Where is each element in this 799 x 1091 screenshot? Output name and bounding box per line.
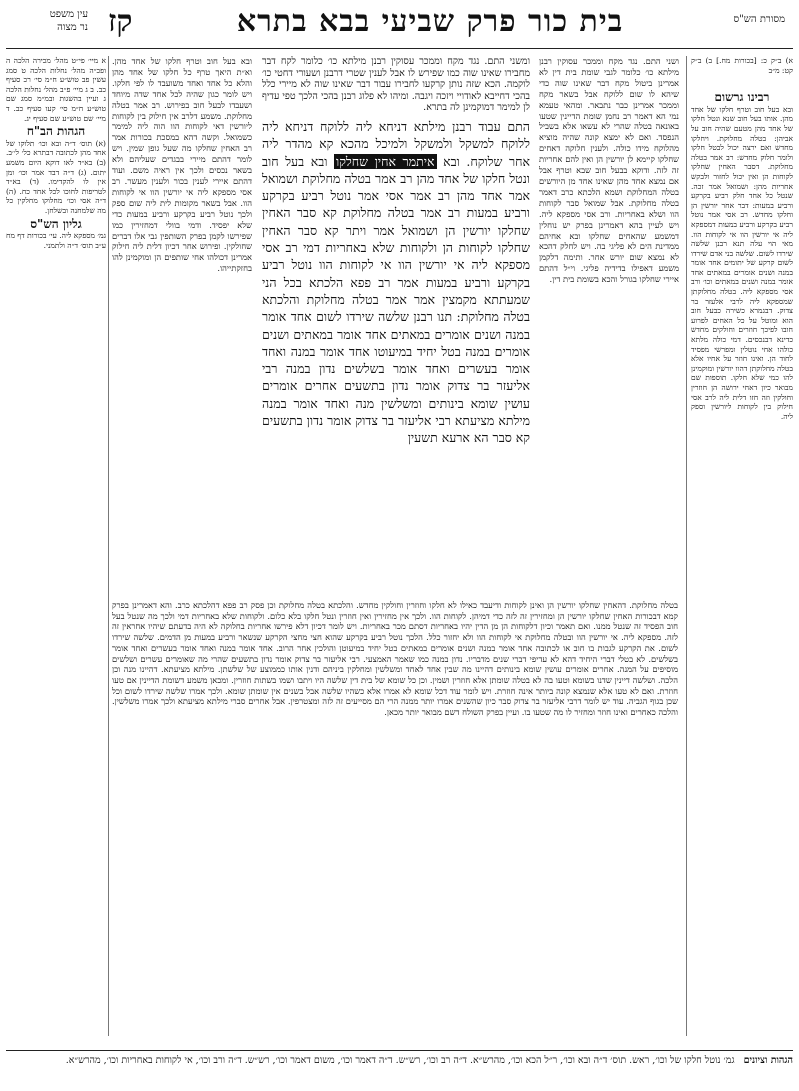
footer-notes — [6, 1050, 793, 1066]
header-divider — [6, 48, 793, 49]
left-margin-column — [6, 56, 106, 876]
rabbeinu-gershom-text: ובא בעל חוב וטרף חלקו של אחד מהן. אותו בעל חוב שנא ונטל חלקו של אחד מהן מטעם שהיה חוב על אביהן: בטלה מחלוקת. ויחלקו מחדש ואם ירצה יכול לבטל חלקו ולומר חלוק מחדש: רב אמר בטלה מחלוקת. דסבר האחין שחלקו לקוחות הן ואין יכול לחזור ולבקש אחריות מהן: ושמואל אמר זכה. שנטל כל אחד חלק רביע בקרקע ורביע במעות: דבר אחר יורשין הן וחלקו מחדש. רב אסי אמר נוטל רביע בקרקע ורביע במעות דמספקא ליה אי יורשין הוו אי לקוחות הוו. מאי הוי עלה תנא רבנן שלשה שירדו לשום. שלשה בני אדם שירדו לשום קרקע של יתומים אחד אומר במנה ושנים אומרים במאתים אחד אומר במנה ושנים במאתים וכו׳ ורב אסי מספקא ליה. בטלה מחלוקתן שמספקא ליה לרבי אלעזר בר צדוק. דבגמרא כשירה כבעל חוב הוא ומוטל על כל האחים לפרוע חובו לפיכך חוזרים וחולקים מחדש כדינא דבנכסים. דמי כולה מלתא כולהו אחי נוטלין ומפרשי מפסיד לחוד הן. ואינו חוזר על אחיו אלא בטלה מחלוקתן דהוו יורשין ומוקמינן להו כמי שלא חלקו. תוספות שם מבואר כיון דאחי ירושה הן חוזרין וחולקין וזה חזו דלית ליה לרב אסי חילוק בין לקוחות ליורשין וספק ליה. — [691, 104, 793, 421]
tosafot-text: ובא בעל חוב וטרף חלקו של אחד מהן. וא״ת היאך טרף כל חלקו של אחד מהן והלא כל אחד ואחד משועבד לו לפי חלקו. ויש לומר כגון שהיה לכל אחד שדה מיוחד ושעבדו לבעל חוב בפירוש. רב אמר בטלה מחלוקת. משמע דלרב אין חילוק בין לקוחות ליורשין דאי לקוחות הוו הוה ליה למימר כשמואל. וקשה דהא במסכת בכורות אמר רב האחין שחלקו מה שעל גופן שמין. ויש לומר דהתם מיירי בבגדים שעליהם ולא בשאר נכסים ולכך אין ראיה משם. ועוד דהתם איירי לענין בכור ולענין מעשר. רב אסי מספקא ליה אי יורשין הוו אי לקוחות הוו. אבל בשאר מקומות לית ליה שום ספק ולכך נוטל רביע בקרקע ורביע במעות כדי שלא יפסיד. ודמי בוולי דמחזירין כמו שפירשו לקמן בפרק השותפין גבי אלו דברים שחולקין. ופירוש אחר דכיון דלית ליה חילוק אמרינן דכולהו אחי שותפים הן ומוקמינן להו בחזקתייהו. — [112, 56, 252, 274]
page-title: בית כור פרק שביעי בבא בתרא — [236, 4, 624, 39]
rashi-text: ושני התם. נגד מקח וממכר עסוקין רבנן מילתא כו׳ כלומר לגבי שומת בית דין לא אמרינן ביטול מקח דבר שאינו שוה כדי שיהא לו שום ללוקח אבל בשאר מקח וממכר אמרינן כבר נתבאר. ומהאי טעמא נמי הא דאמר רב נחמן שומת הדיינין שטעו באונאה בטלה שהרי לא עשאו אלא בשביל הנפסד. ואם לא ימצא קונה שהיה מוציא מהלוקח מידו כולה. ולענין חלוקה דאחים שחלקו קיימא לן יורשין הן ואין להם אחריות זה לזה. ודוקא בבעל חוב שבא וטרף אבל אם נמצא אחד מהן שאינו אחד מן היורשים בטלה המחלוקת ושמא הלכתא כרב דאמר בטלה מחלוקת. אבל שמואל סבר לקוחות הוו ושלא באחריות. ורב אסי מספקא ליה. ויש לעיין בהא דאמרינן בפרק יש נוחלין דמשמע שהאחים שחלקו ובא אחיהם ממדינת הים לא פליגי בה. ויש לחלק דהכא לא נמצא שום יורש אחר. ותימה דלקמן משמע דאפילו בדידיה פליגי. וי״ל דהתם איירי שחלקו בגורל והכא בשומת בית דין. — [539, 56, 679, 285]
ner-mitzvah-line: נר מצוה — [57, 22, 88, 33]
gemara-context-text — [262, 56, 530, 114]
footer-label: הגהות וציונים — [743, 1055, 793, 1066]
gilyon-hashas-text: גמ׳ מספקא ליה. עי׳ בכורות דף מח ע״ב תוס׳ ד״ה ולתמני. — [6, 231, 106, 250]
column-separator — [108, 56, 109, 1036]
lower-commentary-text: בטלה מחלוקת. דהאחין שחלקו יורשין הן ואינן לקוחות ודיעבד כאילו לא חלקו וחוזרין וחולקין מחדש. והלכתא בטלה מחלוקת וכן פסק רב פפא דהלכתא כרב. והא דאמרינן בפרק קמא דבכורות האחין שחלקו יורשין הן ומחזירין זה לזה כדי דמיהן. לקוחות הוו. ולכך אין מחזירין ואין חוזרין ונטל חלקו בלא כלום. ולקוחות שלא באחריות דמי ולכך מה שנטל בעל חוב הפסיד זה שנטל ממנו. ואם תאמר וכיון דלקוחות הן מן הדין יהיו באחריות דסתם מכר באחריות. ויש לומר דכיון דלא פירשו אחריות בחלוקה לא היה בדעתם שיהיו אחראין זה לזה. מספקא ליה. אי יורשין הוו ובטלה מחלוקת אי לקוחות הוו ולא יחזור כלל. הלכך נוטל רביע בקרקע שהוא חצי מחצי הקרקע שנשאר ורביע במעות מן הדמים. שלשה שירדו לשום. את הקרקע לגבות בו חוב או לכתובה אחד אומר במנה ושנים אומרים במאתים בטל יחיד במיעוטן והולכין אחר הרוב. אחד אומר במנה ואחד אומר בעשרים ואחד אומר בשלשים. לא בטלי דברי היחיד דהא לא עדיפי דברי שנים מדבריו. נדון במנה כמו שאמר האמצעי. רבי אליעזר בר צדוק אומר נדון בתשעים שהרי מה שאומרים עשרים ושלשים מוסיפים על המנה. אחרים אומרים עושין שומא בינותים דהיינו מה שבין אחד לאחד ומשלשין ומחלקין ביניהם ודנין אותו כממוצע של שלשתן. מילתא מציעתא. דהיינו מנה וכן הלכה. ושלשה דיינין שדנו בשומא וטעו בה לא בטלה שומתן אלא חוזרין ושמין. וכן כל שומא של בית דין שלשה היו ויתבו ושמו בשתות חוזרין. ומכאן משמע דשומת הדיינין אם טעו חוזרת. ואם לא טעו אלא שנמצא קונה ביותר אינה חוזרת. ויש לומר עוד דכל שומא לא אמרו אלא כשהיו שלשה אבל בשנים אין שומתן שומא. ולכך אמרו שלשה שירדו לשום וכל שכן בגוף הגביה. עוד יש לומר דרבי אליעזר בר צדוק סבר כיון שהשנים אמרו יותר ממנה הרי הם מסייעים זה לזה ומצטרפין. אבל אחרים סברי מילתא מציעתא ולכך אמרו משלשין. והלכה כאחרים ואינו חוזר ומחזיר לו מה שטעו בו. ועיין בפרק השולח דשם מבואר יותר מכאן. — [112, 600, 678, 718]
page-number: קז — [108, 4, 133, 39]
highlighted-phrase: איתמר אחין שחלקו — [336, 153, 435, 169]
footer-text: גמ׳ נוטל חלקו של וכו׳, ראש. תוס׳ ד״ה ובא וכו׳, ר״ל הכא וכו׳, מהרש״א. ד״ה רב וכו׳, רש״ש. ד״ה דאמר וכו׳, משום דאמר וכו׳, רש״ש. ד״ה ורב וכו׳, אי לקוחות באחריות וכו׳, מהרש״א. — [65, 1055, 735, 1066]
gemara-context: ומשני התם. נגד מקח וממכר עסוקין רבנן מילתא כו׳ כלומר לקח דבר מחבירו שאינו שוה כמו שפירש לו אבל לענין שטרי דרבנן ושעורי דחטי כו׳ לוקמה. הכא שזה נותן קרקעו לחבירו עבור דבר שאינו שוה לא מיירי כלל בהכי דחייבא לאודויי ויזכה ויגבה. ומיהו לא פלוג רבנן בהכי הלכך טפי עדיף לן למימר דמוקמינן לה בתרא. — [262, 56, 530, 114]
gemara-opening: התם עבוד רבנן מילתא דניחא ליה ללוקח דניחא ליה ללוקח למשקל ולמשקל ולמיכל מהכא קא מהדר ליה אחר שלוקח. ובא — [262, 119, 530, 169]
tosafot-commentary — [112, 56, 252, 596]
gemara-main-text — [262, 118, 530, 447]
gilyon-hashas-heading: גליון הש"ס — [30, 216, 82, 231]
rabbeinu-gershom-heading: רבינו גרשום — [714, 90, 770, 105]
hagahot-habach-heading: הגהות הב"ח — [26, 124, 86, 139]
ein-mishpat-text: א מיי׳ פי״ט מהל׳ מכירה הלכה ה ופכ״ה מהל׳ נחלות הלכה ט סמג עשין פב טוש״ע ח״מ סי׳ רכ סעיף כב. ב ג מיי׳ פ״ב מהל׳ נחלות הלכה ג ועיין בהשגות ובמ״מ סמג שם טוש״ע ח״מ סי׳ קעו סעיף כב. ד מיי׳ שם טוש״ע שם סעיף יג. — [6, 56, 106, 123]
right-margin-column — [691, 56, 793, 1036]
masoret-hashas-text: א) ב״ק כ: [בכורות מח.] ב) ב״ק קט: מ״ב — [691, 56, 793, 75]
ein-mishpat-label — [8, 8, 88, 34]
ein-mishpat-line: עין משפט — [49, 9, 88, 20]
rashi-commentary — [539, 56, 679, 596]
column-separator — [686, 56, 687, 1036]
masoret-hashas-label: מסורת הש"ס — [733, 14, 785, 25]
hagahot-habach-text: (א) תוס׳ ד״ה ובא וכו׳ תלוקו של אחד מהן לכתובה דבתרא כל׳ ל׳׳ב. (ב) בא״ד לאו דוקא היום משמע יתום. (ג) ד״ה דבד אמר וכו׳ ומן אין לו להקדימו. (ד) בא״ד לטריפות לחוכו לכל אחד כח. (ה) ד״ה אסי וכו׳ מחלוקו מחלקין כל מה שלמחנה ובשלחן. — [6, 138, 106, 215]
lower-commentary — [112, 600, 678, 1040]
gemara-body: ובא בעל חוב ונטל חלקו של אחד מהן רב אמר בטלה מחלוקת ושמואל אמר אחד מהן רב אמר אסי אמר נוטל רביע בקרקע ורביע במעות רב אמר בטלה מחלוקת קא סבר האחין שחלקו יורשין הן ושמואל אמר ויתר קא סבר האחין שחלקו לקוחות הן ולקוחות שלא באחריות דמי רב אסי מספקא ליה אי יורשין הוו אי לקוחות הוו נוטל רביע בקרקע ורביע במעות אמר רב פפא הלכתא בכל הני שמעתתא מקמצין אמר אמר בטלה מחלוקת והלכתא בטלה מחלוקת: תנו רבנן שלשה שירדו לשום אחד אומר במנה ושנים אומרים במאתים אחד אומר במאתים ושנים אומרים במנה בטל יחיד במיעוטו אחד אומר במנה ואחד אומר בעשרים ואחד אומר בשלשים נדון במנה רבי אליעזר בר צדוק אומר נדון בתשעים אחרים אומרים עושין שומא בינותים ומשלשין מנה ואחד אומר במנה מילתא מציעתא רבי אליעזר בר צדוק אומר נדון בתשעים קא סבר הא ארעא תשעין — [262, 153, 530, 446]
